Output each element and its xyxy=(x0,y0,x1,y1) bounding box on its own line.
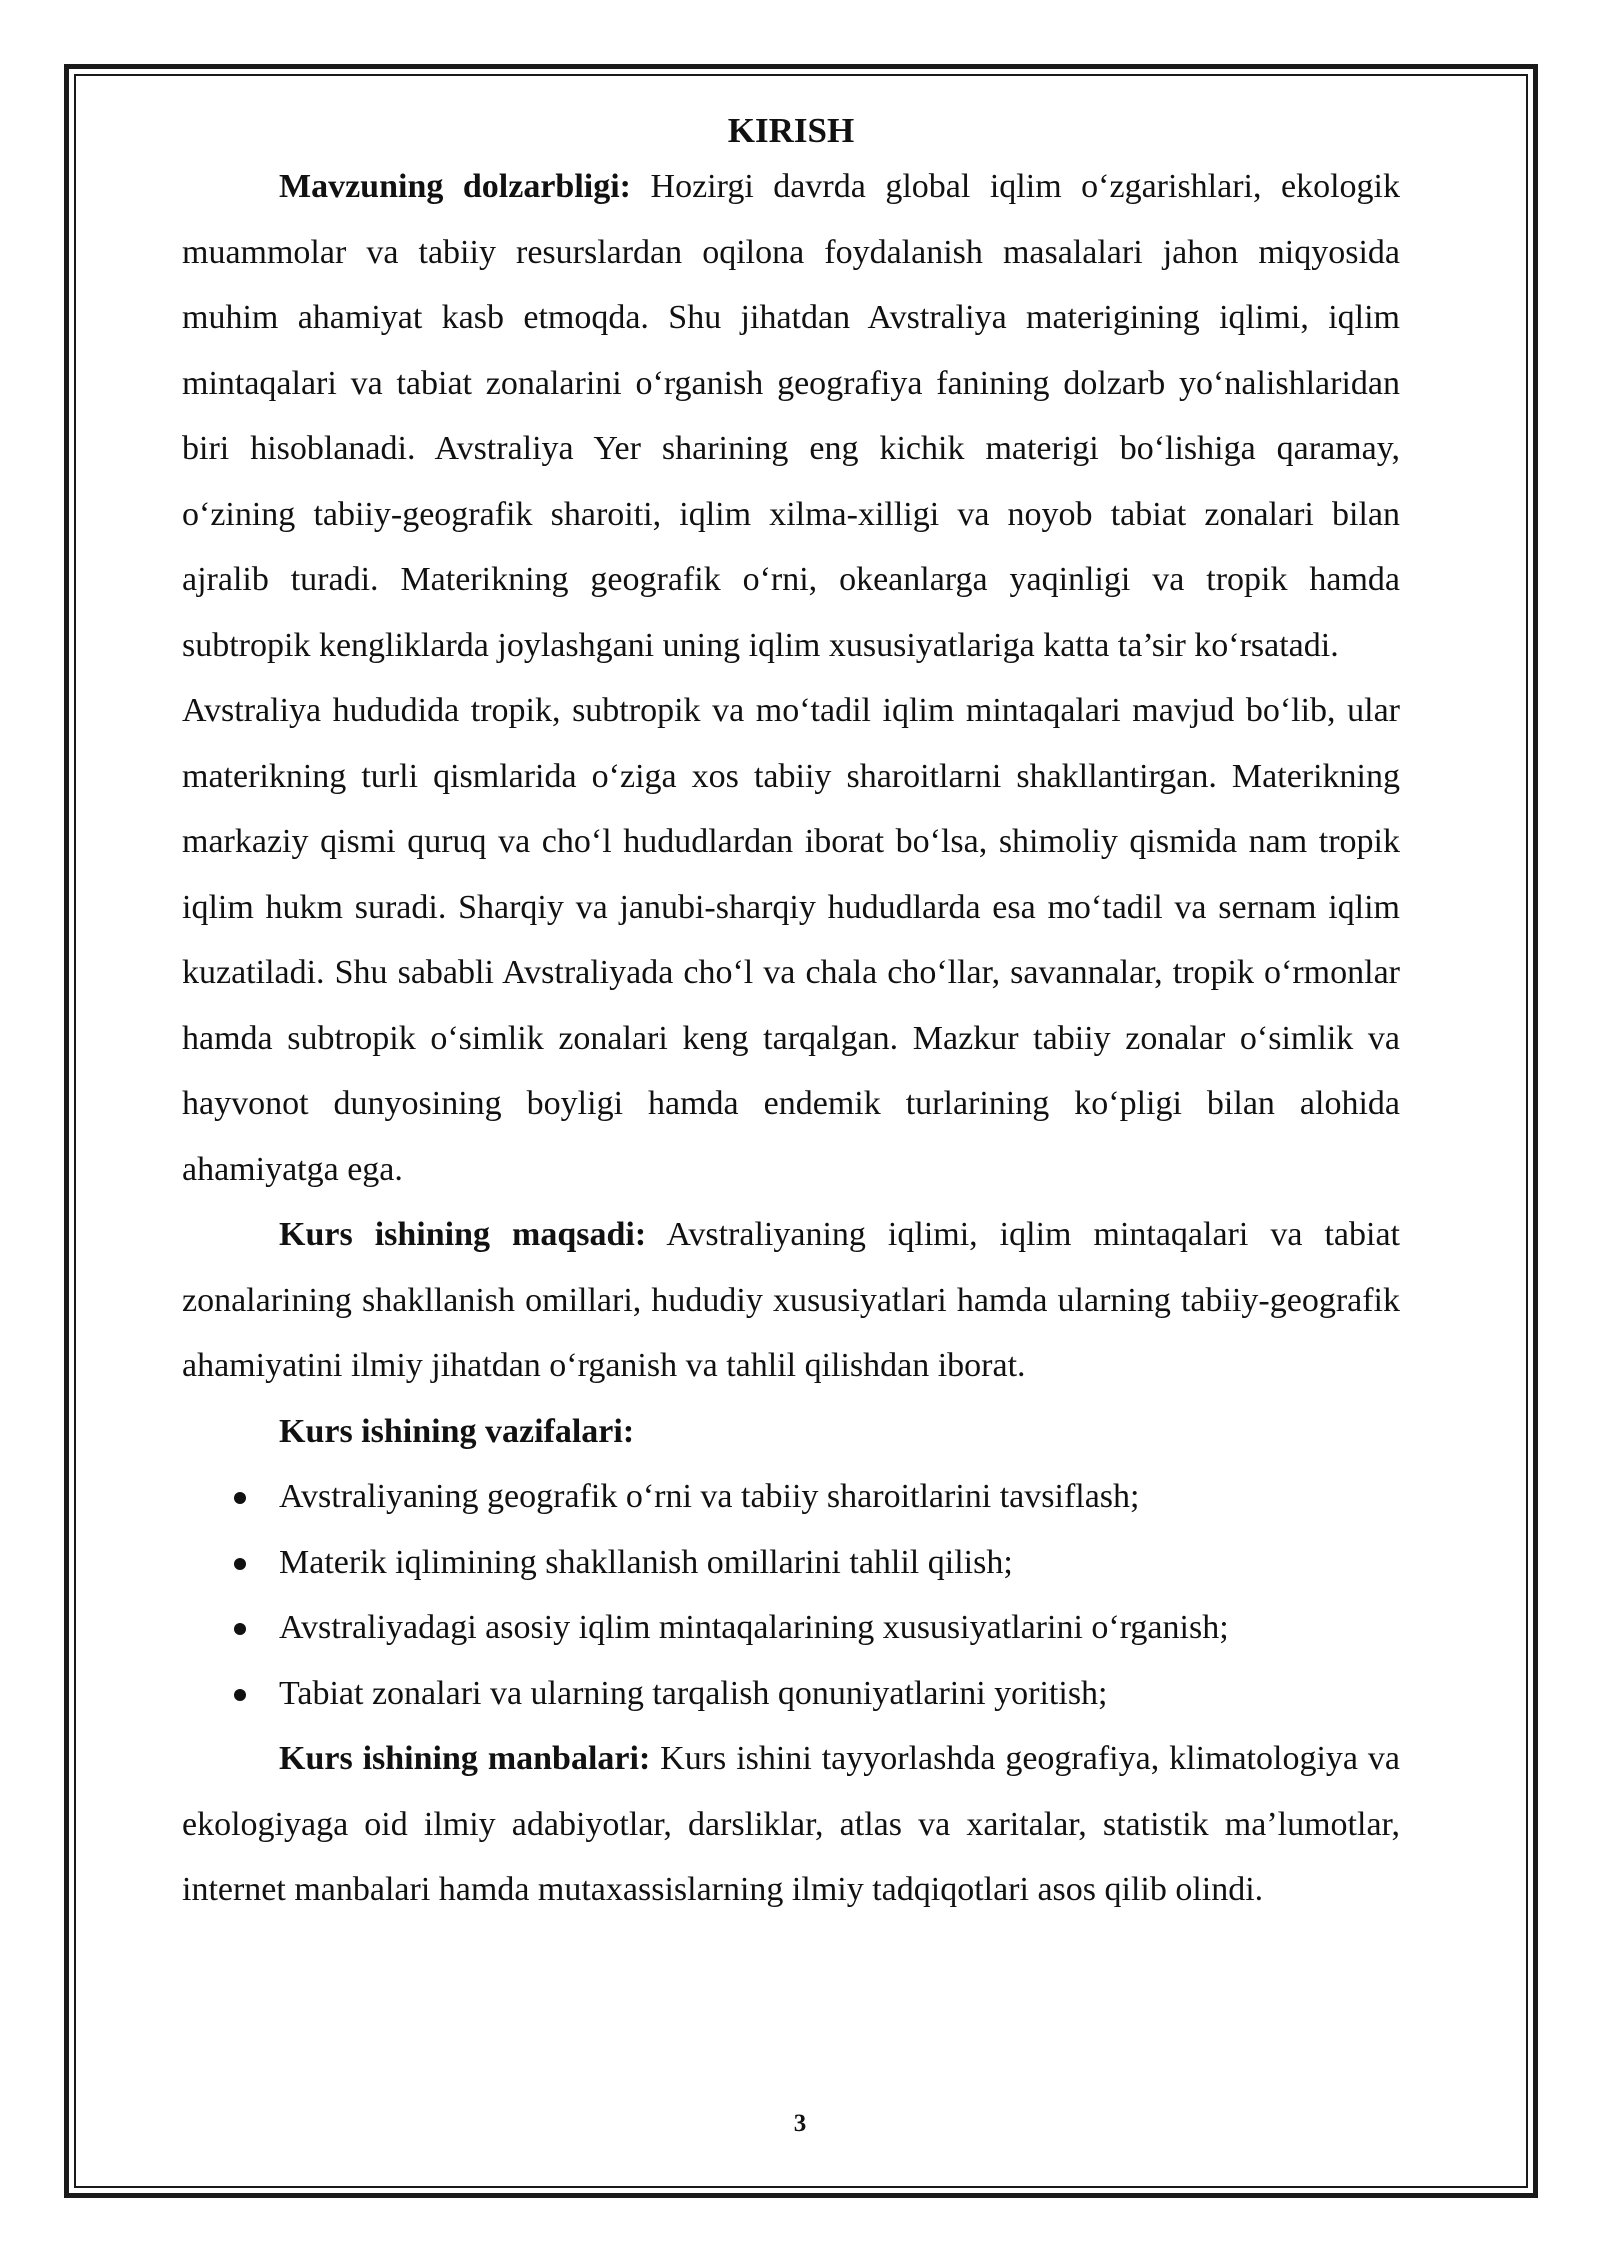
page-title: KIRISH xyxy=(727,111,855,150)
bullet-icon xyxy=(234,1623,246,1635)
sources-text: Kurs ishini tayyorlashda geografiya, klimatologiya va ekologiyaga oid ilmiy adabiyotlar, darsliklar, atlas va xaritalar, statistik ma’lumotlar, internet manbalari hamda mutaxassislarning ilmiy tadqiqotlari asos qilib olindi. xyxy=(182,1740,1400,1908)
list-item xyxy=(182,1464,1400,1530)
task-text: Avstraliyaning geografik o‘rni va tabiiy sharoitlarini tavsiflash; xyxy=(279,1478,1140,1515)
document-body xyxy=(182,108,1400,1923)
climate-paragraph: Avstraliya hududida tropik, subtropik va mo‘tadil iqlim mintaqalari mavjud bo‘lib, ular materikning turli qismlarida o‘ziga xos tabiiy sharoitlarni shakllantirgan. Materikning markaziy qismi quruq va cho‘l hududlardan iborat bo‘lsa, shimoliy qismida nam tropik iqlim hukm suradi. Sharqiy va janubi-sharqiy hududlarda esa mo‘tadil va sernam iqlim kuzatiladi. Shu sababli Avstraliyada cho‘l va chala cho‘llar, savannalar, tropik o‘rmonlar hamda subtropik o‘simlik zonalari keng tarqalgan. Mazkur tabiiy zonalar o‘simlik va hayvonot dunyosining boyligi hamda endemik turlarining ko‘pligi bilan alohida ahamiyatga ega. xyxy=(182,692,1400,1188)
list-item xyxy=(182,1661,1400,1727)
goal-label: Kurs ishining maqsadi: xyxy=(279,1216,647,1253)
tasks-label: Kurs ishining vazifalari: xyxy=(279,1412,635,1450)
bullet-icon xyxy=(234,1492,246,1504)
bullet-icon xyxy=(234,1689,246,1701)
task-text: Avstraliyadagi asosiy iqlim mintaqalarining xususiyatlarini o‘rganish; xyxy=(279,1609,1229,1646)
relevance-text: Hozirgi davrda global iqlim o‘zgarishlari, ekologik muammolar va tabiiy resurslardan oqilona foydalanish masalalari jahon miqyosida muhim ahamiyat kasb etmoqda. Shu jihatdan Avstraliya materigining iqlimi, iqlim mintaqalari va tabiat zonalarini o‘rganish geografiya fanining dolzarb yo‘nalishlaridan biri hisoblanadi. Avstraliya Yer sharining eng kichik materigi bo‘lishiga qaramay, o‘zining tabiiy-geografik sharoiti, iqlim xilma-xilligi va noyob tabiat zonalari bilan ajralib turadi. Materikning geografik o‘rni, okeanlarga yaqinligi va tropik hamda subtropik kengliklarda joylashgani uning iqlim xususiyatlariga katta ta’sir ko‘rsatadi. xyxy=(182,168,1400,664)
tasks-heading xyxy=(182,1399,1400,1465)
list-item xyxy=(182,1530,1400,1596)
relevance-label: Mavzuning dolzarbligi: xyxy=(279,168,631,205)
sources-label: Kurs ishining manbalari: xyxy=(279,1740,651,1777)
goal-paragraph xyxy=(182,1202,1400,1399)
list-item xyxy=(182,1595,1400,1661)
sources-paragraph xyxy=(182,1726,1400,1923)
relevance-paragraph xyxy=(182,154,1400,678)
goal-text: Avstraliyaning iqlimi, iqlim mintaqalari va tabiat zonalarining shakllanish omillari, hududiy xususiyatlari hamda ularning tabiiy-geografik ahamiyatini ilmiy jihatdan o‘rganish va tahlil qilishdan iborat. xyxy=(182,1216,1400,1384)
task-text: Materik iqlimining shakllanish omillarini tahlil qilish; xyxy=(279,1543,1013,1581)
bullet-icon xyxy=(234,1558,246,1570)
page-number: 3 xyxy=(793,2110,807,2137)
task-text: Tabiat zonalari va ularning tarqalish qonuniyatlarini yoritish; xyxy=(279,1674,1108,1712)
tasks-list xyxy=(182,1464,1400,1726)
